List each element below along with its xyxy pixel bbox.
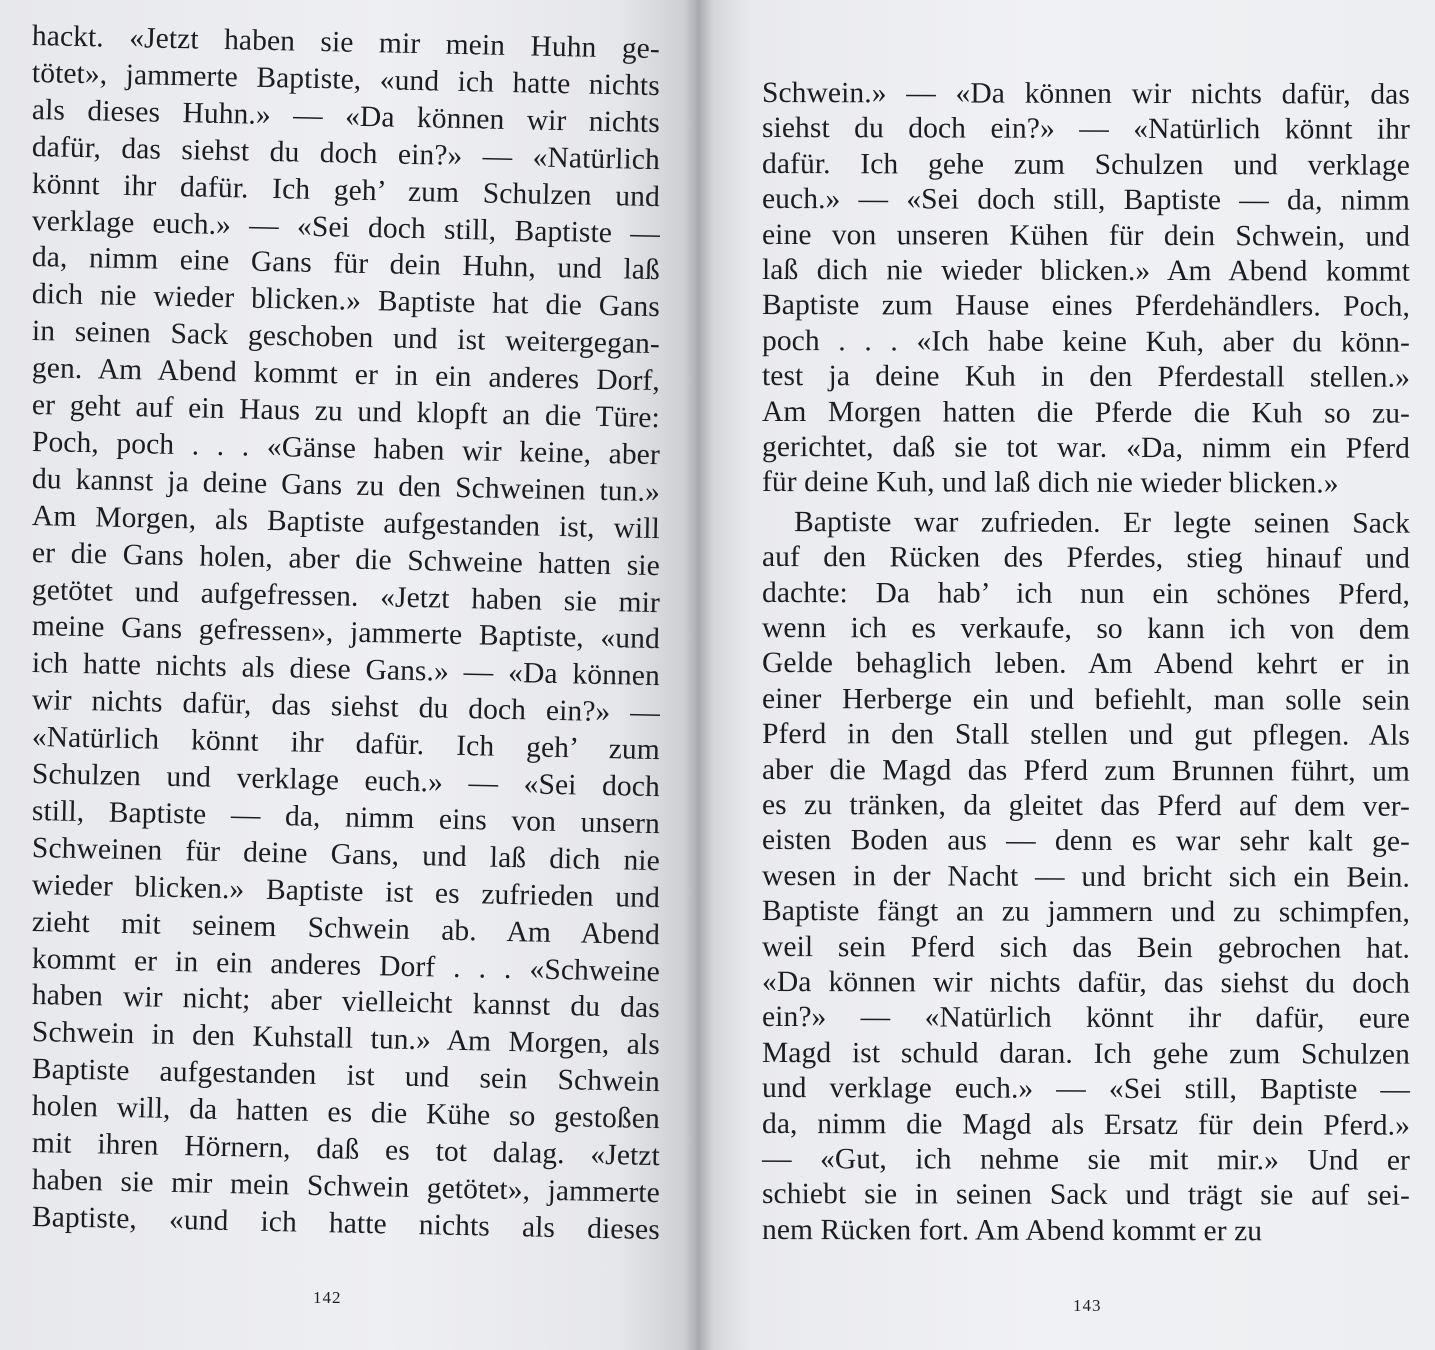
text-line: es zu tränken, da gleitet das Pferd auf dem ver- [761, 789, 1411, 823]
text-line: kommt er in ein anderes Dorf . . . «Schweine [31, 942, 661, 988]
text-line: hackt. «Jetzt haben sie mir mein Huhn ge- [31, 20, 661, 66]
text-line: wesen in der Nacht — und bricht sich ein Bein. [761, 859, 1411, 894]
text-line: Am Morgen, als Baptiste aufgestanden ist, will [31, 499, 661, 545]
text-line: du kannst ja deine Gans zu den Schweinen tun.» [31, 462, 661, 508]
text-line: dachte: Da hab’ ich nun ein schönes Pferd, [761, 576, 1411, 611]
text-line: — «Gut, ich nehme sie mit mir.» Und er [761, 1143, 1411, 1177]
text-line: getötet und aufgefressen. «Jetzt haben sie mir [31, 573, 661, 619]
text-line: ich hatte nichts als diese Gans.» — «Da können [31, 647, 661, 693]
text-line: meine Gans gefressen», jammerte Baptiste, «und [31, 610, 661, 656]
text-line: er die Gans holen, aber die Schweine hatten sie [31, 536, 661, 582]
text-line: «Da können wir nichts dafür, das siehst du doch [761, 966, 1411, 1000]
right-page-number: 143 [1073, 1296, 1102, 1315]
text-line: Poch, poch . . . «Gänse haben wir keine, aber [31, 425, 661, 472]
text-line: als dieses Huhn.» — «Da können wir nichts [31, 93, 661, 139]
text-line: eisten Boden aus — denn es war sehr kalt ge- [761, 824, 1411, 859]
text-line: «Natürlich könnt ihr dafür. Ich geh’ zum [31, 721, 661, 767]
text-line: Schweinen für deine Gans, und laß dich nie [31, 831, 661, 877]
text-line: test ja deine Kuh in den Pferdestall stellen.» [761, 360, 1411, 394]
text-line: aber die Magd das Pferd zum Brunnen führt, um [761, 753, 1411, 788]
text-line: poch . . . «Ich habe keine Kuh, aber du könn- [761, 324, 1411, 359]
text-line: dafür. Ich gehe zum Schulzen und verklage [761, 147, 1411, 182]
left-page [0, 0, 700, 1350]
text-line: dich nie wieder blicken.» Baptiste hat die Gans [31, 278, 661, 324]
text-line: tötet», jammerte Baptiste, «und ich hatte nichts [31, 56, 661, 103]
text-line: für deine Kuh, und laß dich nie wieder blicken.» [761, 466, 1339, 500]
text-line: Am Morgen hatten die Pferde die Kuh so zu- [761, 395, 1411, 430]
text-line: euch.» — «Sei doch still, Baptiste — da, nimm [761, 183, 1411, 217]
text-line: Schwein.» — «Da können wir nichts dafür, das [761, 77, 1411, 111]
text-line: Schwein in den Kuhstall tun.» Am Morgen, als [31, 1016, 661, 1062]
text-line: er geht auf ein Haus zu und klopft an die Türe: [31, 389, 661, 435]
text-line: zieht mit seinem Schwein ab. Am Abend [31, 905, 661, 951]
text-line: verklage euch.» — «Sei doch still, Baptiste — [31, 204, 661, 250]
text-line: Pferd in den Stall stellen und gut pflegen. Als [761, 718, 1411, 752]
text-line: schiebt sie in seinen Sack und trägt sie auf sei- [761, 1178, 1411, 1213]
book-gutter [684, 0, 714, 1350]
text-line: haben wir nicht; aber vielleicht kannst du das [31, 979, 661, 1025]
text-line: laß dich nie wieder blicken.» Am Abend kommt [761, 254, 1411, 288]
text-line: wieder blicken.» Baptiste ist es zufrieden und [31, 868, 661, 914]
text-line: auf den Rücken des Pferdes, stieg hinauf und [761, 541, 1411, 575]
text-line: ein?» — «Natürlich könnt ihr dafür, eure [761, 1001, 1411, 1036]
text-line: einer Herberge ein und befiehlt, man solle sein [761, 682, 1411, 717]
text-line: und verklage euch.» — «Sei still, Baptiste — [761, 1072, 1411, 1106]
text-line: haben sie mir mein Schwein getötet», jammerte [31, 1163, 661, 1210]
left-page-number: 142 [313, 1288, 342, 1307]
text-line: Baptiste aufgestanden ist und sein Schwein [31, 1053, 661, 1099]
text-line: holen will, da hatten es die Kühe so gestoßen [31, 1090, 661, 1136]
text-line: Baptiste fängt an zu jammern und zu schimpfen, [761, 895, 1411, 929]
text-line: Baptiste zum Hause eines Pferdehändlers. Poch, [761, 289, 1411, 324]
text-line: nem Rücken fort. Am Abend kommt er zu [761, 1213, 1263, 1248]
text-line: gen. Am Abend kommt er in ein anderes Dorf, [31, 352, 661, 398]
text-line: Baptiste war zufrieden. Er legte seinen Sack [793, 505, 1411, 540]
right-page [700, 0, 1435, 1350]
text-line: wir nichts dafür, das siehst du doch ein?» — [31, 684, 661, 730]
text-line: Gelde behaglich leben. Am Abend kehrt er in [761, 647, 1411, 682]
text-line: Baptiste, «und ich hatte nichts als dieses [31, 1200, 661, 1246]
text-line: siehst du doch ein?» — «Natürlich könnt ihr [761, 112, 1411, 147]
text-line: dafür, das siehst du doch ein?» — «Natürlich [31, 130, 661, 176]
text-line: mit ihren Hörnern, daß es tot dalag. «Jetzt [31, 1127, 661, 1173]
text-line: könnt ihr dafür. Ich geh’ zum Schulzen und [31, 167, 661, 213]
text-line: da, nimm die Magd als Ersatz für dein Pferd.» [761, 1107, 1411, 1142]
text-line: Magd ist schuld daran. Ich gehe zum Schulzen [761, 1036, 1411, 1071]
text-line: still, Baptiste — da, nimm eins von unsern [31, 794, 661, 841]
text-line: da, nimm eine Gans für dein Huhn, und laß [31, 241, 661, 287]
text-line: gerichtet, daß sie tot war. «Da, nimm ein Pferd [761, 431, 1411, 465]
text-line: in seinen Sack geschoben und ist weitergegan- [31, 315, 661, 361]
text-line: Schulzen und verklage euch.» — «Sei doch [31, 758, 661, 804]
text-line: wenn ich es verkaufe, so kann ich von dem [761, 612, 1411, 646]
text-line: weil sein Pferd sich das Bein gebrochen hat. [761, 930, 1411, 965]
text-line: eine von unseren Kühen für dein Schwein, und [761, 218, 1411, 253]
